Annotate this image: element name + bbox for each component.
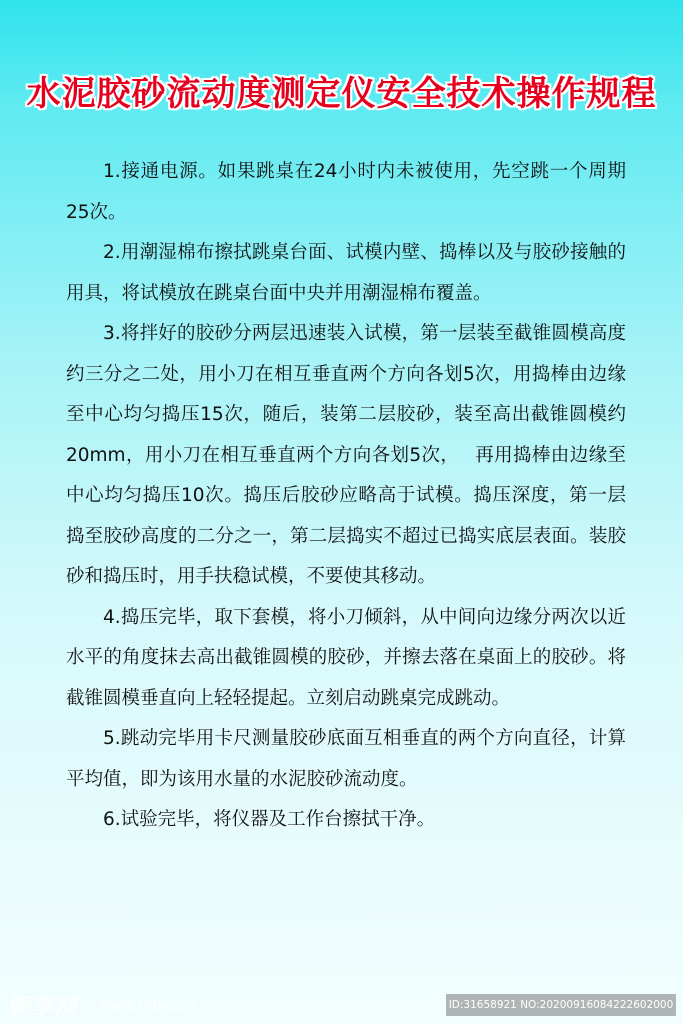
watermark-url: www.nipic.cn (98, 996, 197, 1014)
procedure-step-5: 5.跳动完毕用卡尺测量胶砂底面互相垂直的两个方向直径，计算平均值，即为该用水量的水泥胶砂流动度。 (66, 728, 626, 790)
procedure-step-4: 4.捣压完毕，取下套模，将小刀倾斜，从中间向边缘分两次以近水平的角度抹去高出截锥圆模的胶砂，并擦去落在桌面上的胶砂。将截锥圆模垂直向上轻轻提起。立刻启动跳桌完成跳动。 (66, 606, 626, 709)
image-id-bar: ID:31658921 NO:20200916084222602000 (446, 994, 676, 1016)
procedure-step-2: 2.用潮湿棉布擦拭跳桌台面、试模内壁、捣棒以及与胶砂接触的用具，将试模放在跳桌台面中央并用潮湿棉布覆盖。 (66, 242, 626, 304)
procedure-step-3: 3.将拌好的胶砂分两层迅速装入试模，第一层装至截锥圆模高度约三分之二处，用小刀在相互垂直两个方向各划5次，用捣棒由边缘至中心均匀捣压15次，随后，装第二层胶砂，装至高出截锥圆模约20mm，用小刀在相互垂直两个方向各划5次， 再用捣棒由边缘至中心均匀捣压10次。捣压后胶砂应略高于试模。捣压深度，第一层捣至胶砂高度的二分之一，第二层捣实不超过已捣实底层表面。装胶砂和捣压时，用手扶稳试模，不要使其移动。 (66, 323, 626, 587)
page-title: 水泥胶砂流动度测定仪安全技术操作规程 (26, 74, 657, 114)
procedure-step-6: 6.试验完毕，将仪器及工作台擦拭干净。 (103, 809, 436, 830)
watermark-logo: 昵享网 (8, 995, 78, 1020)
procedure-step-1: 1.接通电源。如果跳桌在24小时内未被使用，先空跳一个周期25次。 (66, 161, 626, 223)
procedure-body (66, 152, 626, 841)
